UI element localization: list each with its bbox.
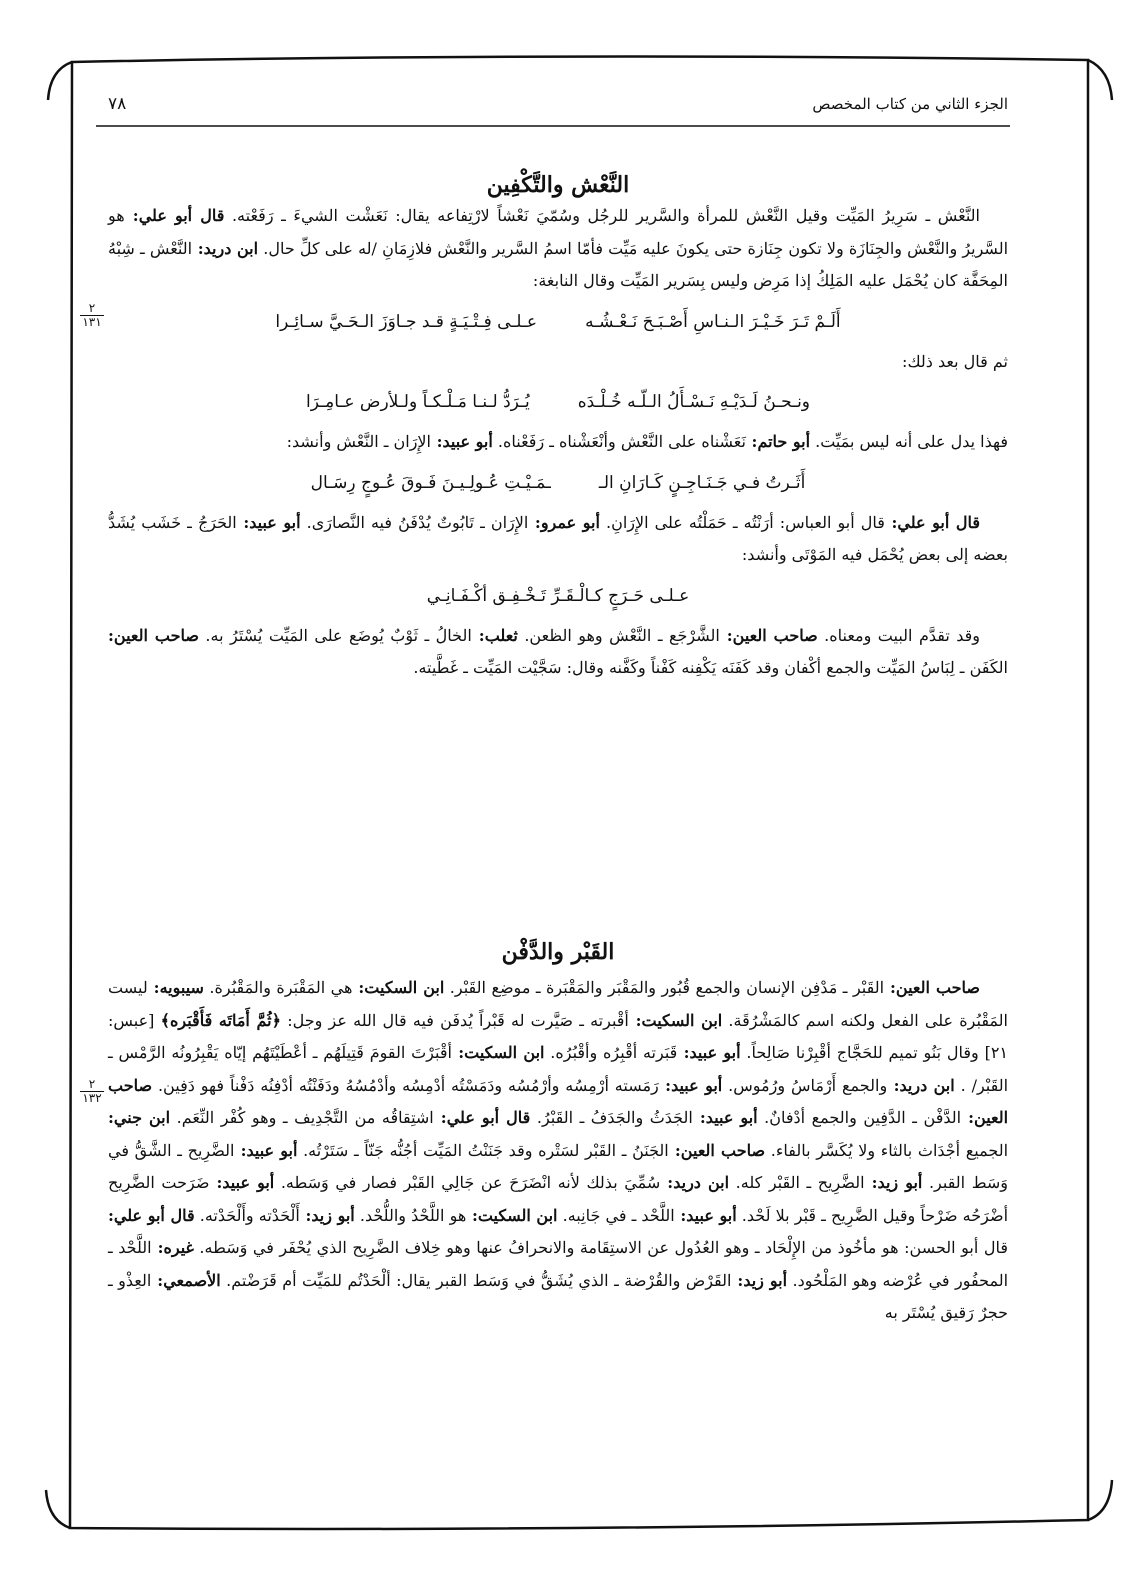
paragraph [108,200,1008,298]
text: والجمع أَرْمَاسُ ورُمُوس. [722,1075,888,1095]
authority: أبو عبيد: [234,1140,298,1160]
verse-line [108,306,1008,338]
authority: أبو عبيد: [674,1205,737,1225]
verse-hemistich: عـلـى حَـرَجٍ كـالْـقَـرِّ تَـخْـفِـق أكْـفَـانِـي [426,585,690,606]
text: سُمِّيَ بذلك لأنه انْضَرَحَ عن جَالِي القَبْر فصار في وَسَطه. [274,1173,661,1192]
authority: قال أبو علي: [884,512,980,532]
paragraph [108,507,1008,572]
authority: ابن جني: [108,1108,171,1127]
authority: قال أبو علي: [433,1108,531,1127]
authority: ثعلب: [471,625,518,645]
text: وقد تقدَّم البيت ومعناه. [817,625,981,645]
text: الإِرَان ـ تَابُوتٌ يُدْفَنُ فيه النَّصارَى. [300,512,529,532]
text: النَّعْش ـ سَرِيرُ المَيِّت وقيل النَّعْش للمرأة والسَّرير للرجُل وسُمّيَ نَعْشاً لارْتِفاعه يقال: نَعَشْت الشيءَ ـ رَفَعْته. [224,206,980,225]
authority: ابن السكيت: [628,1010,723,1030]
section-body-grave [108,972,1008,1330]
authority: صاحب العين: [884,978,981,997]
text: ليست المَقْبُرة على الفعل ولكنه اسم كالمَشْرُقَة. [108,978,1008,1030]
text: الضَّرِيح ـ الشَّقُّ في وَسَط القبر. [108,1140,1009,1192]
margin-ref-page: ١٣١ [82,315,102,329]
text: هو اللَّحْدُ واللُّحْد. [354,1205,467,1225]
verse-line [108,386,1008,418]
margin-ref-volume: ٢ [80,1078,104,1092]
authority: صاحب العين: [108,1075,1009,1127]
text: النَّعْش ـ شِبْهُ المِحَفَّة كان يُحْمَل عليه المَلِكُ إذا مَرِض وليس بِسَرير المَيِّت وقال النابغة: [108,238,1008,290]
authority: أبو زيد: [299,1205,355,1225]
authority: قال أبو علي: [124,206,225,225]
text: قَبَرته أقْبِرُه وأقْبُرُه. [544,1043,678,1062]
running-header [108,84,1008,124]
text: الخالُ ـ ثَوْبٌ يُوضَع على المَيِّت يُسْتَرُ به. [198,625,472,645]
text: الإِرَان ـ النَّعْش وأنشد: [286,432,431,451]
text: القَرْض والقُرْضة ـ الذي يُشَقُّ في وَسَط القبر يقال: ألْحَدْتُم للمَيِّت أم قَرَضْتم. [220,1270,732,1290]
authority: ابن السكيت: [451,1043,545,1062]
authority: ابن السكيت: [466,1205,558,1225]
text: هو السَّريرُ والنَّعْش والجِنَازَة ولا تكون جِنَازة حتى يكونَ عليه مَيِّت فأمّا اسمُ السَّرير والنَّعْش فلازِمَانِ /له على كلِّ حال. [108,206,1009,258]
authority: الأصمعي: [151,1270,221,1290]
page-number: ٧٨ [108,94,127,114]
verse-hemistich: ـمَـيْـتِ عُـولِـيـنَ فَـوقَ عُـوجٍ رِسَـال [310,472,551,493]
text: الجَنَنُ ـ القَبْر لسَتْره وقد جَنَنْتُ المَيِّت أجُنُّه جَنّاً ـ سَتَرْتُه. [297,1140,669,1160]
book-title: الجزء الثاني من كتاب المخصص [812,95,1008,113]
section-body-shroud [108,200,1008,685]
paragraph [108,620,1008,685]
verse-hemistich: عـلـى فِـتْـيَـةٍ قـد جـاوَزَ الـحَـيَّ سـائِـرا [275,311,538,332]
authority: ابن دريد: [887,1075,955,1095]
quran-quote: ﴿ثُمَّ أَمَاتَه فَأَقْبَره﴾ [160,1010,281,1030]
text: الحَرَجُ ـ خَشَب يُشَدُّ بعضه إلى بعض يُحْمَل فيه المَوْتَى وأنشد: [108,512,1008,564]
paragraph: ثم قال بعد ذلك: [902,351,1008,371]
text: فهذا يدل على أنه ليس بمَيِّت. [810,432,1008,451]
authority: أبو زيد: [864,1173,923,1192]
verse-line [108,467,1008,499]
text: اشتِقاقُه من التَّجْدِيف ـ وهو كُفْر النِّعَم. [170,1108,434,1127]
text: الشَّرْجَع ـ النَّعْش وهو الظعن. [517,625,720,645]
paragraph [108,426,1008,459]
section-title-shroud: النَّعْش والتَّكْفِين [486,172,630,198]
text: القَبْر ـ مَدْفِن الإنسان والجمع قُبُور والمَقْبَر والمَقْبَرة ـ موضِع القَبْر. [444,978,885,997]
authority: أبو حاتم: [745,432,811,451]
authority: ابن دريد: [660,1173,730,1192]
margin-page-ref [80,1078,104,1105]
text: الضَّرِيح ـ القَبْر كله. [729,1173,865,1192]
text: هي المَقْبَرة والمَقْبُرة. [203,978,353,997]
text: اللَّحْد ـ المحفُور في عُرْضه وهو المَلْحُود. [108,1238,1009,1290]
authority: ابن دريد: [192,238,259,258]
authority: أبو عبيد: [209,1173,275,1192]
text: الدَّفْن ـ الدَّفِين والجمع أدْفانٌ. [757,1108,962,1127]
text: [عبس: ٢١] وقال بَنُو تميم للحَجَّاج أقْبِرْنا صَالِحاً. [108,1010,1009,1062]
text: العِذْو ـ حجرٌ رَقيق يُسْتَر به [108,1270,1008,1322]
text: الجميع أجْدَاث بالثاء ولا يُكَسَّر بالفاء. [765,1140,1009,1160]
authority: ابن السكيت: [352,978,445,997]
paragraph [108,972,1008,1330]
authority: سيبويه: [147,978,204,997]
authority: أبو عبيد: [658,1075,723,1095]
authority: غيره: [151,1238,194,1257]
verse-line [108,580,1008,612]
text: اللَّحْد ـ في جَانِبه. [557,1205,675,1225]
authority: صاحب العين: [668,1140,766,1160]
authority: صاحب العين: [719,625,818,645]
text: قال أبو الحسن: هو مأخُوذ من الإِلْحَاد ـ وهو العُدُول عن الاستِقَامة والانحرافُ عنها وهو خِلاف الضَّرِيح الذي يُحْفَر في وَسَطه. [193,1238,1008,1257]
authority: أبو عبيد: [677,1043,741,1062]
text: أقْبَرْتَ القومَ قَتِيلَهُم ـ أعْطَيْتَهُم إيّاه يَقْبِرُونُه الرَّمْس ـ القَبْر/ . [108,1043,1009,1095]
margin-page-ref [80,302,104,329]
text: نَعَشْناه على النَّعْش وأنْعَشْناه ـ رَفَعْناه. [492,432,746,451]
text: رَمَسته أرْمِسُه وأرْمُسُه ودَمَسْتُه أدْمِسُه وأدْمُسُهُ ودَفَنْتُه أدْفِنُه دَفْناً فهو دَفِين. [152,1075,659,1095]
verse-hemistich: أَلَـمْ تَـرَ خَـيْـرَ الـنـاسِ أَصْـبَـحَ نَـعْـشُـه [585,311,841,332]
margin-ref-page: ١٣٢ [82,1091,102,1105]
text: الجَدَثُ والجَدَفُ ـ القَبْرُ. [530,1108,693,1127]
authority: أبو عمرو: [528,512,600,532]
text: قال أبو العباس: أرَنْتُه ـ حَمَلْتُه على الإِرَانِ. [599,512,885,532]
authority: قال أبو علي: [108,1205,195,1225]
authority: أبو زيد: [731,1270,788,1290]
verse-hemistich: يُـرَدُّ لـنـا مَـلْـكـاً ولـلأرض عـامِـرَا [306,392,530,412]
verse-hemistich: ونـحـنُ لَـدَيْـهِ نَـسْـأَلُ الـلّـه خُـلْـدَه [577,392,811,412]
authority: أبو عبيد: [236,512,301,532]
authority: صاحب العين: [108,625,199,645]
section-title-grave: القَبْر والدَّفْن [501,939,615,965]
text: الكَفَن ـ لِبَاسُ المَيِّت والجمع أكْفان وقد كَفَنَه يَكْفِنه كَفْناً وكَفَّنه وقال: سَجَّيْت المَيِّت ـ غَطَّيته. [413,658,1008,677]
text: ضَرَحت الضَّرِيح أضْرَحُه ضَرْحاً وقيل الضَّرِيح ـ قَبْر بلا لَحْد. [108,1173,1009,1225]
text: أَلْحَدْته وأَلْحَدْته. [194,1205,300,1225]
page-content [82,84,1009,1504]
authority: أبو عبيد: [431,432,493,451]
authority: أبو عبيد: [692,1108,758,1127]
verse-hemistich: أَثَـرتُ فـي جَـنَـاجِـنٍ كَـارَانِ الـ [598,472,806,493]
margin-ref-volume: ٢ [80,302,104,316]
text: أقْبرته ـ صَيَّرت له قَبْراً يُدفَن فيه قال الله عز وجل: [281,1010,629,1030]
